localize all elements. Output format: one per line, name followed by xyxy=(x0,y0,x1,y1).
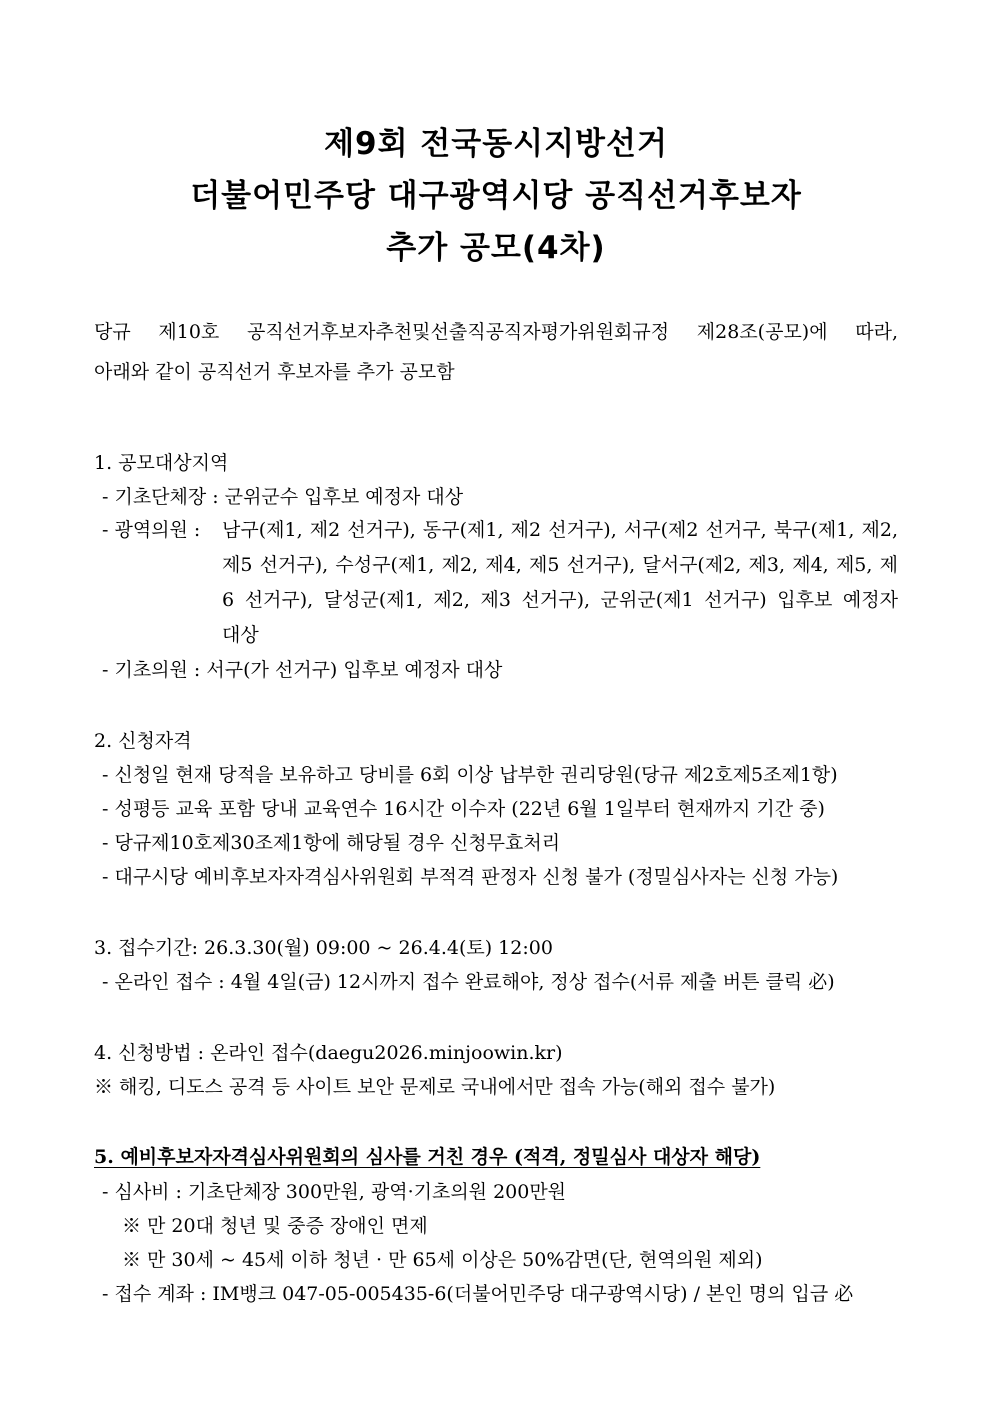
section2-heading: 2. 신청자격 xyxy=(94,730,192,752)
section1-item2-line4: 대상 xyxy=(222,624,259,646)
section2-item1: - 신청일 현재 당적을 보유하고 당비를 6회 이상 납부한 권리당원(당규 제2호제5조제1항) xyxy=(102,764,838,786)
document-title-line3: 추가 공모(4차) xyxy=(386,230,606,266)
document-title-line2: 더불어민주당 대구광역시당 공직선거후보자 xyxy=(190,178,802,214)
section1-item3: - 기초의원 : 서구(가 선거구) 입후보 예정자 대상 xyxy=(102,659,503,681)
section2-item2: - 성평등 교육 포함 당내 교육연수 16시간 이수자 (22년 6월 1일부터 현재까지 기간 중) xyxy=(102,798,825,820)
section1-item1: - 기초단체장 : 군위군수 입후보 예정자 대상 xyxy=(102,486,464,508)
section1-item2-line1: 남구(제1, 제2 선거구), 동구(제1, 제2 선거구), 서구(제2 선거구, 북구(제1, 제2, xyxy=(222,519,898,541)
section1-item2-line2: 제5 선거구), 수성구(제1, 제2, 제4, 제5 선거구), 달서구(제2, 제3, 제4, 제5, 제 xyxy=(222,554,898,576)
section5-item2: - 접수 계좌 : IM뱅크 047-05-005435-6(더불어민주당 대구광역시당) / 본인 명의 입금 必 xyxy=(102,1283,854,1305)
intro-line2: 아래와 같이 공직선거 후보자를 추가 공모함 xyxy=(94,361,455,383)
section2-item4: - 대구시당 예비후보자자격심사위원회 부적격 판정자 신청 불가 (정밀심사자는 신청 가능) xyxy=(102,866,839,888)
section1-heading: 1. 공모대상지역 xyxy=(94,452,229,474)
section5-note2: ※ 만 30세 ~ 45세 이하 청년 · 만 65세 이상은 50%감면(단, 현역의원 제외) xyxy=(122,1249,763,1271)
section4-note: ※ 해킹, 디도스 공격 등 사이트 보안 문제로 국내에서만 접속 가능(해외 접수 불가) xyxy=(94,1076,776,1098)
section5-note1: ※ 만 20대 청년 및 중증 장애인 면제 xyxy=(122,1215,428,1237)
section3-item1: - 온라인 접수 : 4월 4일(금) 12시까지 접수 완료해야, 정상 접수(서류 제출 버튼 클릭 必) xyxy=(102,971,835,993)
intro-line1: 당규 제10호 공직선거후보자추천및선출직공직자평가위원회규정 제28조(공모)에 따라, xyxy=(94,321,898,343)
document-title-line1: 제9회 전국동시지방선거 xyxy=(324,126,668,162)
section5-heading: 5. 예비후보자자격심사위원회의 심사를 거친 경우 (적격, 정밀심사 대상자 해당) xyxy=(94,1146,761,1168)
section1-item2-line3: 6 선거구), 달성군(제1, 제2, 제3 선거구), 군위군(제1 선거구) 입후보 예정자 xyxy=(222,589,898,611)
section2-item3: - 당규제10호제30조제1항에 해당될 경우 신청무효처리 xyxy=(102,832,561,854)
section1-item2-label: - 광역의원 : xyxy=(102,519,201,541)
section5-item1: - 심사비 : 기초단체장 300만원, 광역·기초의원 200만원 xyxy=(102,1181,567,1203)
section4-heading: 4. 신청방법 : 온라인 접수(daegu2026.minjoowin.kr) xyxy=(94,1042,563,1064)
section3-heading: 3. 접수기간: 26.3.30(월) 09:00 ~ 26.4.4(토) 12:00 xyxy=(94,937,553,959)
